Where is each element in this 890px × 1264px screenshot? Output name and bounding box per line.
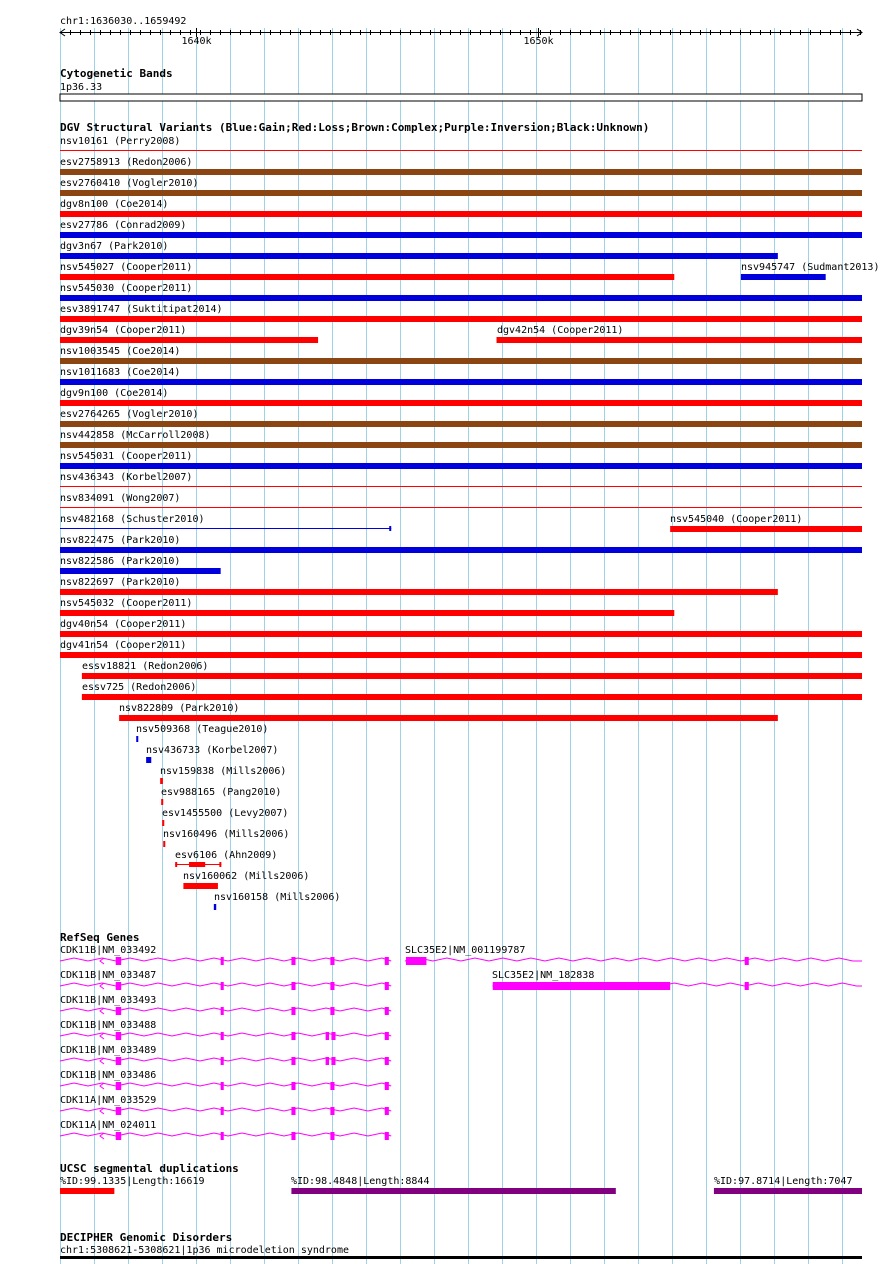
refseq-transcript[interactable] — [492, 970, 862, 990]
segdup-track — [60, 1162, 862, 1194]
cytoband-track[interactable] — [60, 67, 862, 101]
refseq-transcript[interactable] — [60, 1120, 391, 1140]
segdup-feature-label: %ID:98.4848|Length:8844 — [291, 1176, 430, 1187]
refseq-track-title: RefSeq Genes — [60, 931, 140, 944]
dgv-variant[interactable] — [119, 703, 778, 721]
dgv-variant-label: nsv10161 (Perry2008) — [60, 136, 181, 147]
dgv-variant[interactable] — [163, 829, 289, 847]
refseq-exon[interactable] — [116, 982, 121, 990]
dgv-variant-label: nsv436733 (Korbel2007) — [146, 745, 279, 756]
decipher-feature-bar[interactable] — [60, 1256, 862, 1259]
refseq-transcript[interactable] — [60, 945, 391, 965]
refseq-exon[interactable] — [291, 1032, 295, 1040]
decipher-track — [60, 1231, 862, 1259]
refseq-transcript-label: SLC35E2|NM_182838 — [492, 970, 595, 981]
dgv-variant[interactable] — [136, 724, 268, 742]
refseq-exon[interactable] — [331, 1032, 335, 1040]
dgv-variant-label: esv3891747 (Suktitipat2014) — [60, 304, 223, 315]
cytoband-band[interactable] — [60, 94, 862, 101]
cytoband-track-title: Cytogenetic Bands — [60, 67, 173, 80]
refseq-intron-line — [60, 1008, 391, 1011]
dgv-variant-bar[interactable] — [60, 568, 221, 574]
dgv-variant[interactable] — [60, 619, 862, 637]
dgv-variant-label: nsv159838 (Mills2006) — [160, 766, 287, 777]
refseq-exon[interactable] — [116, 1082, 121, 1090]
refseq-transcripts — [60, 945, 862, 1140]
dgv-variant-label: esv988165 (Pang2010) — [161, 787, 282, 798]
refseq-exon[interactable] — [291, 1007, 295, 1015]
dgv-variant[interactable] — [60, 325, 318, 343]
dgv-variant-label: dgv8n100 (Coe2014) — [60, 199, 169, 210]
strand-arrow-icon — [100, 1033, 104, 1039]
dgv-variant-label: dgv9n100 (Coe2014) — [60, 388, 169, 399]
refseq-exon[interactable] — [385, 1082, 389, 1090]
refseq-transcript-label: CDK11B|NM_033489 — [60, 1045, 157, 1056]
refseq-exon[interactable] — [326, 1057, 329, 1065]
dgv-variant[interactable] — [60, 535, 862, 553]
dgv-variant-bar[interactable] — [60, 610, 674, 616]
refseq-exon[interactable] — [221, 1032, 224, 1040]
refseq-exon[interactable] — [221, 957, 224, 965]
dgv-variant-label: nsv822697 (Park2010) — [60, 577, 181, 588]
dgv-variant-bar[interactable] — [60, 358, 862, 364]
dgv-variant-bar[interactable] — [162, 820, 164, 826]
dgv-variant-bar[interactable] — [60, 211, 862, 217]
dgv-variant[interactable] — [146, 745, 278, 763]
ruler-axis — [60, 28, 862, 47]
dgv-variant-bar[interactable] — [60, 507, 862, 508]
segdup-feature[interactable] — [60, 1176, 205, 1194]
dgv-variant[interactable] — [162, 808, 288, 826]
refseq-exon[interactable] — [291, 1107, 295, 1115]
ruler-tick-label: 1650k — [523, 36, 554, 47]
refseq-exon[interactable] — [385, 1032, 389, 1040]
refseq-transcript[interactable] — [60, 1070, 391, 1090]
dgv-variant[interactable] — [161, 787, 281, 805]
dgv-variant-bar[interactable] — [60, 169, 862, 175]
refseq-exon[interactable] — [385, 957, 389, 965]
refseq-exon[interactable] — [385, 982, 389, 990]
dgv-variant[interactable] — [60, 367, 862, 385]
refseq-exon[interactable] — [221, 1082, 224, 1090]
dgv-variant[interactable] — [60, 220, 862, 238]
dgv-variant-bar[interactable] — [146, 757, 151, 763]
refseq-transcript[interactable] — [60, 1045, 391, 1065]
refseq-transcript[interactable] — [60, 970, 391, 990]
dgv-variant-bar[interactable] — [60, 631, 862, 637]
refseq-transcript-label: CDK11B|NM_033488 — [60, 1020, 157, 1031]
dgv-variant-bar[interactable] — [60, 486, 862, 487]
refseq-exon[interactable] — [330, 957, 334, 965]
dgv-variant-bar[interactable] — [497, 337, 862, 343]
refseq-exon[interactable] — [116, 957, 121, 965]
ruler-region-label: chr1:1636030..1659492 — [60, 16, 187, 27]
refseq-transcript[interactable] — [405, 945, 862, 965]
dgv-variant-label: dgv3n67 (Park2010) — [60, 241, 169, 252]
dgv-variant-bar[interactable] — [60, 442, 862, 448]
refseq-exon[interactable] — [745, 957, 749, 965]
dgv-variant-label: nsv545032 (Cooper2011) — [60, 598, 193, 609]
dgv-variant[interactable] — [60, 304, 862, 322]
strand-arrow-icon — [100, 1008, 104, 1014]
dgv-variant-bar[interactable] — [163, 841, 165, 847]
refseq-exon[interactable] — [385, 1057, 389, 1065]
refseq-transcript-label: CDK11A|NM_033529 — [60, 1095, 157, 1106]
refseq-exon[interactable] — [221, 1132, 224, 1140]
ruler-tick-label: 1640k — [181, 36, 212, 47]
dgv-variant-bar[interactable] — [82, 694, 862, 700]
refseq-exon[interactable] — [116, 1032, 121, 1040]
refseq-intron-line — [60, 1058, 391, 1061]
dgv-variant[interactable] — [82, 682, 862, 700]
dgv-variant-bar[interactable] — [60, 652, 862, 658]
refseq-exon[interactable] — [291, 1082, 295, 1090]
refseq-exon[interactable] — [291, 1132, 295, 1140]
dgv-variant-label: nsv822586 (Park2010) — [60, 556, 181, 567]
refseq-exon[interactable] — [385, 1107, 389, 1115]
refseq-intron-line — [60, 1033, 391, 1036]
strand-arrow-icon — [100, 1133, 104, 1139]
dgv-variant-bar[interactable] — [82, 673, 862, 679]
refseq-intron-line — [60, 958, 391, 961]
dgv-variant-label: esv2758913 (Redon2006) — [60, 157, 193, 168]
dgv-variant-label: nsv545031 (Cooper2011) — [60, 451, 193, 462]
dgv-variant-label: nsv1011683 (Coe2014) — [60, 367, 181, 378]
segdup-feature-bar[interactable] — [714, 1188, 862, 1194]
refseq-transcript-label: SLC35E2|NM_001199787 — [405, 945, 526, 956]
dgv-variant-bar[interactable] — [214, 904, 216, 910]
dgv-variant[interactable] — [175, 850, 277, 867]
dgv-variant[interactable] — [60, 430, 862, 448]
dgv-variant-label: esv2764265 (Vogler2010) — [60, 409, 199, 420]
refseq-exon[interactable] — [406, 957, 427, 965]
refseq-exon[interactable] — [221, 1057, 224, 1065]
refseq-intron-line — [60, 983, 391, 986]
refseq-exon[interactable] — [330, 1007, 334, 1015]
segdup-feature[interactable] — [714, 1176, 862, 1194]
dgv-track — [60, 121, 879, 910]
segdup-feature-label: %ID:97.8714|Length:7047 — [714, 1176, 853, 1187]
dgv-variant-bar[interactable] — [160, 778, 163, 784]
dgv-variant[interactable] — [60, 262, 674, 280]
strand-arrow-icon — [100, 958, 104, 964]
dgv-variant-bar[interactable] — [60, 337, 318, 343]
dgv-variant[interactable] — [60, 199, 862, 217]
dgv-track-title: DGV Structural Variants (Blue:Gain;Red:Loss;Brown:Complex;Purple:Inversion;Black:Unknown) — [60, 121, 650, 134]
dgv-variant-end-tick — [389, 526, 391, 531]
refseq-exon[interactable] — [493, 982, 670, 990]
refseq-exon[interactable] — [745, 982, 749, 990]
dgv-variant[interactable] — [60, 409, 862, 427]
dgv-variant-label: essv725 (Redon2006) — [82, 682, 197, 693]
refseq-exon[interactable] — [385, 1132, 389, 1140]
strand-arrow-icon — [100, 1083, 104, 1089]
dgv-variant-bar[interactable] — [119, 715, 778, 721]
dgv-variant-bar[interactable] — [60, 253, 778, 259]
refseq-exon[interactable] — [221, 1007, 224, 1015]
refseq-exon[interactable] — [116, 1007, 121, 1015]
dgv-variant[interactable] — [60, 346, 862, 364]
dgv-variant[interactable] — [497, 325, 862, 343]
dgv-variant[interactable] — [183, 871, 309, 889]
refseq-intron-line — [60, 1083, 391, 1086]
refseq-track — [60, 931, 862, 1140]
dgv-variant[interactable] — [60, 472, 862, 487]
dgv-variant-end-tick — [175, 862, 177, 867]
dgv-variants — [60, 136, 879, 910]
dgv-variant-label: nsv160496 (Mills2006) — [163, 829, 290, 840]
dgv-variant-bar[interactable] — [670, 526, 862, 532]
dgv-variant-bar[interactable] — [161, 799, 163, 805]
dgv-variant[interactable] — [741, 262, 880, 280]
dgv-variant-bar[interactable] — [60, 190, 862, 196]
dgv-variant-end-tick — [219, 862, 221, 867]
segdup-track-title: UCSC segmental duplications — [60, 1162, 239, 1175]
refseq-transcript-label: CDK11B|NM_033492 — [60, 945, 157, 956]
refseq-exon[interactable] — [291, 982, 295, 990]
refseq-exon[interactable] — [221, 1107, 224, 1115]
ruler-track — [60, 16, 862, 47]
dgv-variant-label: nsv545027 (Cooper2011) — [60, 262, 193, 273]
dgv-variant-label: esv27786 (Conrad2009) — [60, 220, 187, 231]
dgv-variant-label: nsv1003545 (Coe2014) — [60, 346, 181, 357]
dgv-variant[interactable] — [160, 766, 286, 784]
dgv-variant-bar[interactable] — [60, 547, 862, 553]
dgv-variant-label: nsv160062 (Mills2006) — [183, 871, 310, 882]
dgv-variant-bar[interactable] — [60, 316, 862, 322]
dgv-variant-label: nsv482168 (Schuster2010) — [60, 514, 205, 525]
dgv-variant[interactable] — [60, 640, 862, 658]
segdup-features — [60, 1176, 862, 1194]
dgv-variant-label: esv6106 (Ahn2009) — [175, 850, 278, 861]
refseq-exon[interactable] — [116, 1107, 121, 1115]
dgv-variant-label: nsv822475 (Park2010) — [60, 535, 181, 546]
dgv-variant-label: dgv40n54 (Cooper2011) — [60, 619, 187, 630]
refseq-transcript-label: CDK11B|NM_033493 — [60, 995, 157, 1006]
dgv-variant-bar[interactable] — [60, 379, 862, 385]
dgv-variant[interactable] — [60, 514, 391, 531]
refseq-exon[interactable] — [326, 1032, 329, 1040]
strand-arrow-icon — [100, 983, 104, 989]
refseq-exon[interactable] — [330, 982, 334, 990]
dgv-variant-label: nsv545040 (Cooper2011) — [670, 514, 803, 525]
refseq-transcript[interactable] — [60, 1020, 391, 1040]
refseq-transcript[interactable] — [60, 995, 391, 1015]
refseq-transcript-label: CDK11A|NM_024011 — [60, 1120, 157, 1131]
dgv-variant-bar[interactable] — [60, 232, 862, 238]
dgv-variant[interactable] — [60, 283, 862, 301]
refseq-exon[interactable] — [385, 1007, 389, 1015]
dgv-variant-label: esv1455500 (Levy2007) — [162, 808, 289, 819]
segdup-feature-bar[interactable] — [291, 1188, 615, 1194]
dgv-variant-bar[interactable] — [136, 736, 138, 742]
decipher-feature-label: chr1:5308621-5308621|1p36 microdeletion syndrome — [60, 1245, 349, 1256]
dgv-variant-label: dgv41n54 (Cooper2011) — [60, 640, 187, 651]
dgv-variant[interactable] — [60, 388, 862, 406]
dgv-variant-label: essv18821 (Redon2006) — [82, 661, 209, 672]
dgv-variant[interactable] — [60, 178, 862, 196]
refseq-transcript-label: CDK11B|NM_033486 — [60, 1070, 157, 1081]
dgv-variant-label: nsv442858 (McCarroll2008) — [60, 430, 211, 441]
dgv-variant-bar[interactable] — [60, 421, 862, 427]
dgv-variant[interactable] — [60, 577, 778, 595]
decipher-track-title: DECIPHER Genomic Disorders — [60, 1231, 233, 1244]
dgv-variant[interactable] — [670, 514, 862, 532]
dgv-variant-bar[interactable] — [741, 274, 826, 280]
refseq-exon[interactable] — [331, 1057, 335, 1065]
dgv-variant[interactable] — [60, 136, 862, 151]
dgv-variant-bar[interactable] — [60, 274, 674, 280]
dgv-variant-label: nsv834091 (Wong2007) — [60, 493, 181, 504]
refseq-transcript-label: CDK11B|NM_033487 — [60, 970, 157, 981]
refseq-intron-line — [405, 958, 862, 961]
refseq-exon[interactable] — [330, 1132, 334, 1140]
refseq-exon[interactable] — [330, 1082, 334, 1090]
refseq-exon[interactable] — [330, 1107, 334, 1115]
dgv-variant-bar[interactable] — [60, 400, 862, 406]
dgv-variant-bar[interactable] — [60, 463, 862, 469]
dgv-variant-label: dgv39n54 (Cooper2011) — [60, 325, 187, 336]
refseq-transcript[interactable] — [60, 1095, 391, 1115]
dgv-variant-label: dgv42n54 (Cooper2011) — [497, 325, 624, 336]
refseq-intron-line — [60, 1133, 391, 1136]
strand-arrow-icon — [100, 1108, 104, 1114]
dgv-variant-core — [189, 862, 205, 867]
refseq-intron-line — [60, 1108, 391, 1111]
refseq-exon[interactable] — [291, 1057, 295, 1065]
dgv-variant-label: nsv822809 (Park2010) — [119, 703, 240, 714]
strand-arrow-icon — [100, 1058, 104, 1064]
dgv-variant-bar[interactable] — [60, 150, 862, 151]
dgv-variant[interactable] — [214, 892, 341, 910]
dgv-variant-bar[interactable] — [60, 528, 391, 529]
segdup-feature[interactable] — [291, 1176, 616, 1194]
refseq-exon[interactable] — [291, 957, 295, 965]
dgv-variant[interactable] — [60, 493, 862, 508]
dgv-variant[interactable] — [60, 157, 862, 175]
dgv-variant-bar[interactable] — [60, 589, 778, 595]
dgv-variant[interactable] — [60, 598, 674, 616]
dgv-variant-label: esv2760410 (Vogler2010) — [60, 178, 199, 189]
segdup-feature-bar[interactable] — [60, 1188, 114, 1194]
dgv-variant-label: nsv509368 (Teague2010) — [136, 724, 269, 735]
dgv-variant-bar[interactable] — [183, 883, 218, 889]
refseq-exon[interactable] — [116, 1057, 121, 1065]
refseq-exon[interactable] — [221, 982, 224, 990]
cytoband-label: 1p36.33 — [60, 82, 103, 93]
dgv-variant[interactable] — [82, 661, 862, 679]
dgv-variant-label: nsv160158 (Mills2006) — [214, 892, 341, 903]
segdup-feature-label: %ID:99.1335|Length:16619 — [60, 1176, 205, 1187]
dgv-variant-label: nsv545030 (Cooper2011) — [60, 283, 193, 294]
refseq-exon[interactable] — [116, 1132, 121, 1140]
dgv-variant-label: nsv436343 (Korbel2007) — [60, 472, 193, 483]
dgv-variant[interactable] — [60, 451, 862, 469]
dgv-variant-bar[interactable] — [60, 295, 862, 301]
dgv-variant[interactable] — [60, 241, 778, 259]
dgv-variant-label: nsv945747 (Sudmant2013) — [741, 262, 880, 273]
